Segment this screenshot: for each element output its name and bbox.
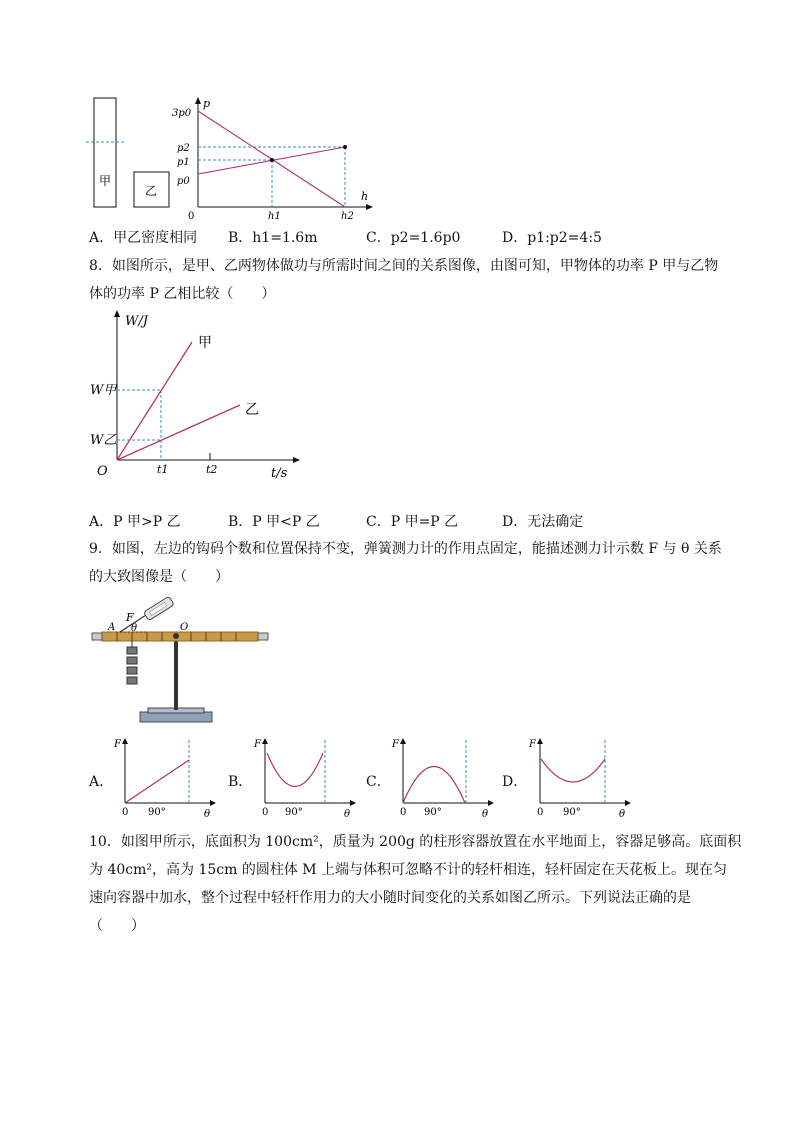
origin: 0 (537, 807, 544, 818)
line-yi (117, 405, 240, 460)
point-a-label: A (108, 622, 116, 633)
theta-label: θ (131, 623, 138, 634)
q7-figure (80, 95, 380, 225)
q8-figure (85, 305, 315, 480)
origin: 0 (262, 807, 269, 818)
q7-option-a: A．甲乙密度相同 (89, 230, 198, 246)
q9-apparatus (88, 595, 273, 730)
stand-post (174, 635, 178, 710)
lever-rod (102, 632, 258, 641)
force-f-label: F (126, 611, 134, 624)
q9-graph-d (525, 735, 635, 824)
q9-option-a-letter: A． (89, 774, 114, 790)
tick-3p0: 3p0 (172, 108, 192, 119)
origin: 0 (400, 807, 407, 818)
tick-w-jia: W甲 (90, 383, 117, 398)
q8-stem-line1: 8．如图所示，是甲、乙两物体做功与所需时间之间的关系图像，由图可知，甲物体的功率 P 甲与乙物 (89, 258, 719, 274)
tick-h1: h1 (268, 211, 281, 222)
q8-option-d: D．无法确定 (502, 514, 584, 530)
q10-line1: 10．如图甲所示，底面积为 100cm²，质量为 200g 的柱形容器放置在水平地面上，容器足够高。底面积 (89, 834, 742, 850)
line-jia (117, 342, 192, 460)
pivot-o-label: O (180, 622, 189, 633)
line-jia-label: 甲 (198, 335, 212, 351)
axis-f: F (254, 739, 261, 750)
axis-f: F (529, 739, 536, 750)
block-jia-label: 甲 (98, 174, 112, 188)
tick-90: 90° (563, 807, 581, 818)
q7-option-c: C．p2=1.6p0 (366, 230, 461, 246)
block-yi-label: 乙 (144, 184, 158, 198)
q8-graph (85, 305, 315, 480)
tick-90: 90° (285, 807, 303, 818)
block-jia (94, 98, 116, 207)
axis-theta: θ (204, 809, 211, 820)
lever-diagram (88, 595, 273, 730)
q10-line2: 为 40cm²，高为 15cm 的圆柱体 M 上端与体积可忽略不计的轻杆相连，轻杆固定在天花板上。现在匀 (89, 862, 728, 878)
axis-theta: θ (619, 809, 626, 820)
axis-w-label: W/J (125, 314, 148, 329)
q8-option-b: B．P 甲<P 乙 (228, 514, 320, 530)
tick-h2: h2 (341, 211, 354, 222)
origin-o: O (97, 464, 108, 479)
origin-label: 0 (188, 211, 195, 222)
q9-graph-a (110, 735, 220, 824)
axis-theta: θ (482, 809, 489, 820)
q9-stem-line2: 的大致图像是（ ） (89, 569, 229, 585)
tick-t2: t2 (206, 463, 218, 476)
tick-p1: p1 (177, 157, 190, 168)
axis-f: F (392, 739, 399, 750)
q8-stem-line2: 体的功率 P 乙相比较（ ） (89, 286, 276, 302)
origin: 0 (122, 807, 129, 818)
tick-t1: t1 (157, 463, 169, 476)
tick-90: 90° (148, 807, 166, 818)
q9-option-c-letter: C． (366, 774, 391, 790)
q10-line4: （ ） (89, 918, 145, 934)
q7-option-d: D．p1:p2=4:5 (502, 230, 602, 246)
q9-graph-b (250, 735, 360, 824)
q9-graph-c (388, 735, 498, 824)
q9-stem-line1: 9．如图，左边的钩码个数和位置保持不变，弹簧测力计的作用点固定，能描述测力计示数 F 与 θ 关系 (89, 541, 722, 557)
axis-h-label: h (361, 190, 369, 203)
q8-option-a: A．P 甲>P 乙 (89, 514, 181, 530)
axis-f: F (114, 739, 121, 750)
tick-90: 90° (424, 807, 442, 818)
q8-option-c: C．P 甲=P 乙 (366, 514, 459, 530)
q7-option-b: B．h1=1.6m (228, 230, 318, 246)
q7-diagram (80, 95, 380, 225)
axis-theta: θ (344, 809, 351, 820)
axis-t-label: t/s (271, 466, 288, 480)
axis-p-label: p (203, 97, 211, 110)
q9-option-b-letter: B． (228, 774, 253, 790)
q9-option-d-letter: D． (502, 774, 528, 790)
tick-w-yi: W乙 (90, 433, 117, 448)
tick-p0: p0 (177, 176, 190, 187)
q10-line3: 速向容器中加水，整个过程中轻杆作用力的大小随时间变化的关系如图乙所示。下列说法正确的是 (89, 890, 691, 906)
line-yi-label: 乙 (245, 402, 259, 418)
tick-p2: p2 (177, 143, 190, 154)
